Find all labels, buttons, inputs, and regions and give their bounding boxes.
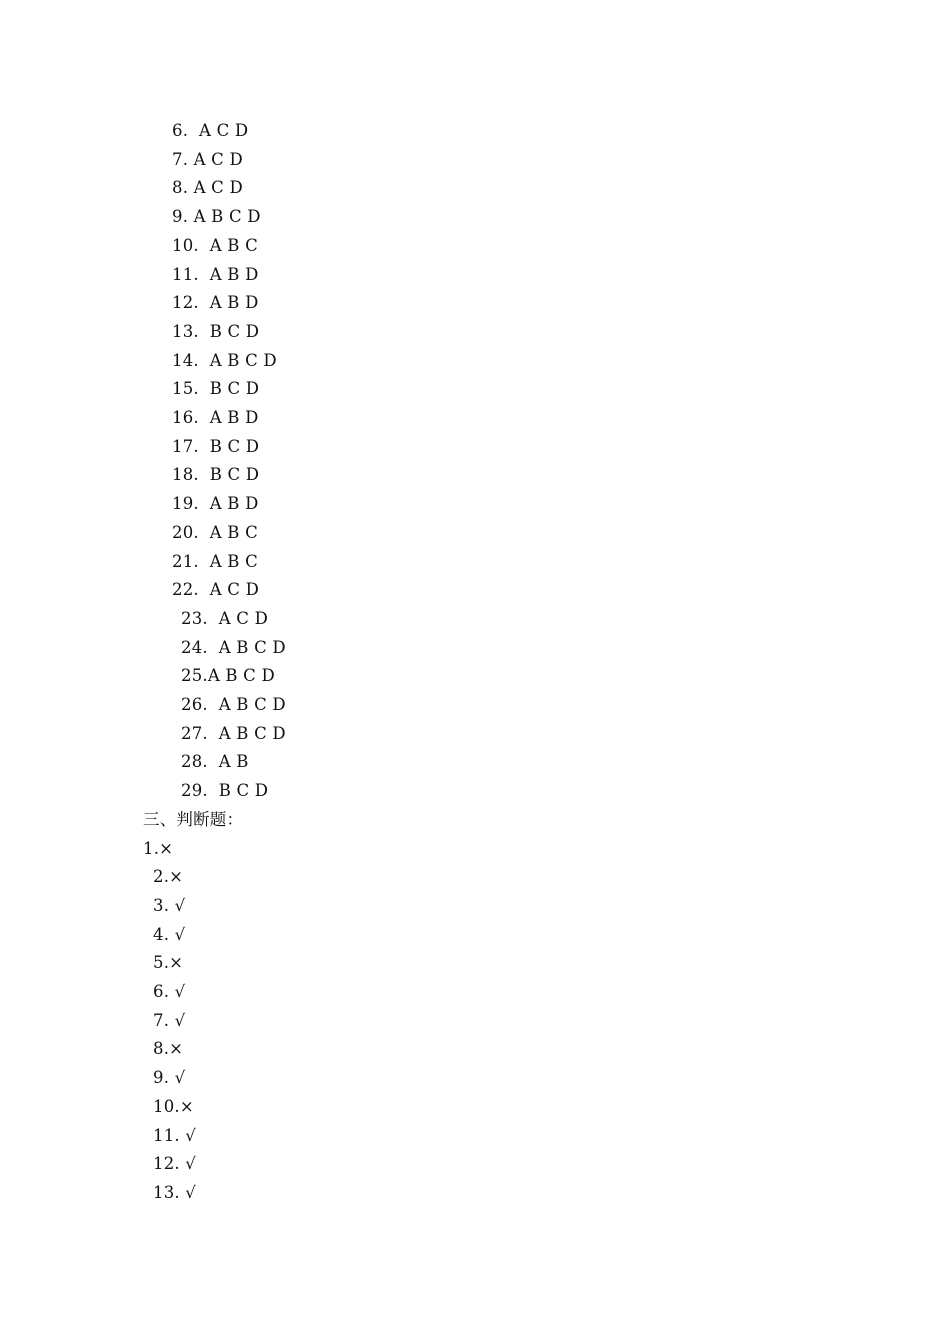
multi-answer-13: 13. B C D [172,321,260,341]
multi-answer-26: 26. A B C D [181,695,286,714]
multi-answer-28: 28. A B [181,752,249,772]
multi-answer-12: 12. A B D [172,293,259,313]
judge-answer-4: 4. √ [153,924,186,944]
multi-answer-7: 7. A C D [172,149,243,169]
multi-answer-11: 11. A B D [172,264,259,284]
multi-answer-22: 22. A C D [172,580,259,600]
multi-answer-23: 23. A C D [181,608,268,628]
judge-answer-9: 9. √ [153,1068,186,1088]
multi-answer-16: 16. A B D [172,408,259,427]
multi-answer-6: 6. A C D [172,121,249,140]
judge-answer-3: 3. √ [153,895,186,915]
multi-answer-8: 8. A C D [172,178,243,198]
judge-answer-1: 1.× [143,838,174,858]
judge-answer-5: 5.× [153,953,184,973]
judge-answer-6: 6. √ [153,982,186,1001]
multi-answer-14: 14. A B C D [172,350,277,370]
judge-answer-13: 13. √ [153,1182,197,1202]
judge-answer-2: 2.× [153,867,184,887]
section-title-true-false: 三、判断题： [143,809,244,829]
multi-answer-9: 9. A B C D [172,207,261,227]
judge-answer-8: 8.× [153,1039,184,1059]
multi-answer-10: 10. A B C [172,235,258,255]
multi-answer-19: 19. A B D [172,494,259,514]
multi-answer-20: 20. A B C [172,522,258,542]
multi-answer-29: 29. B C D [181,781,269,801]
judge-answer-11: 11. √ [153,1125,197,1145]
judge-answer-10: 10.× [153,1096,194,1116]
multi-answer-24: 24. A B C D [181,637,286,657]
multi-answer-15: 15. B C D [172,379,260,399]
multi-answer-25: 25.A B C D [181,666,275,686]
multi-answer-27: 27. A B C D [181,723,286,743]
multi-answer-21: 21. A B C [172,551,258,571]
judge-answer-7: 7. √ [153,1010,186,1030]
judge-answer-12: 12. √ [153,1154,197,1174]
multi-answer-18: 18. B C D [172,465,260,485]
multi-answer-17: 17. B C D [172,436,260,456]
